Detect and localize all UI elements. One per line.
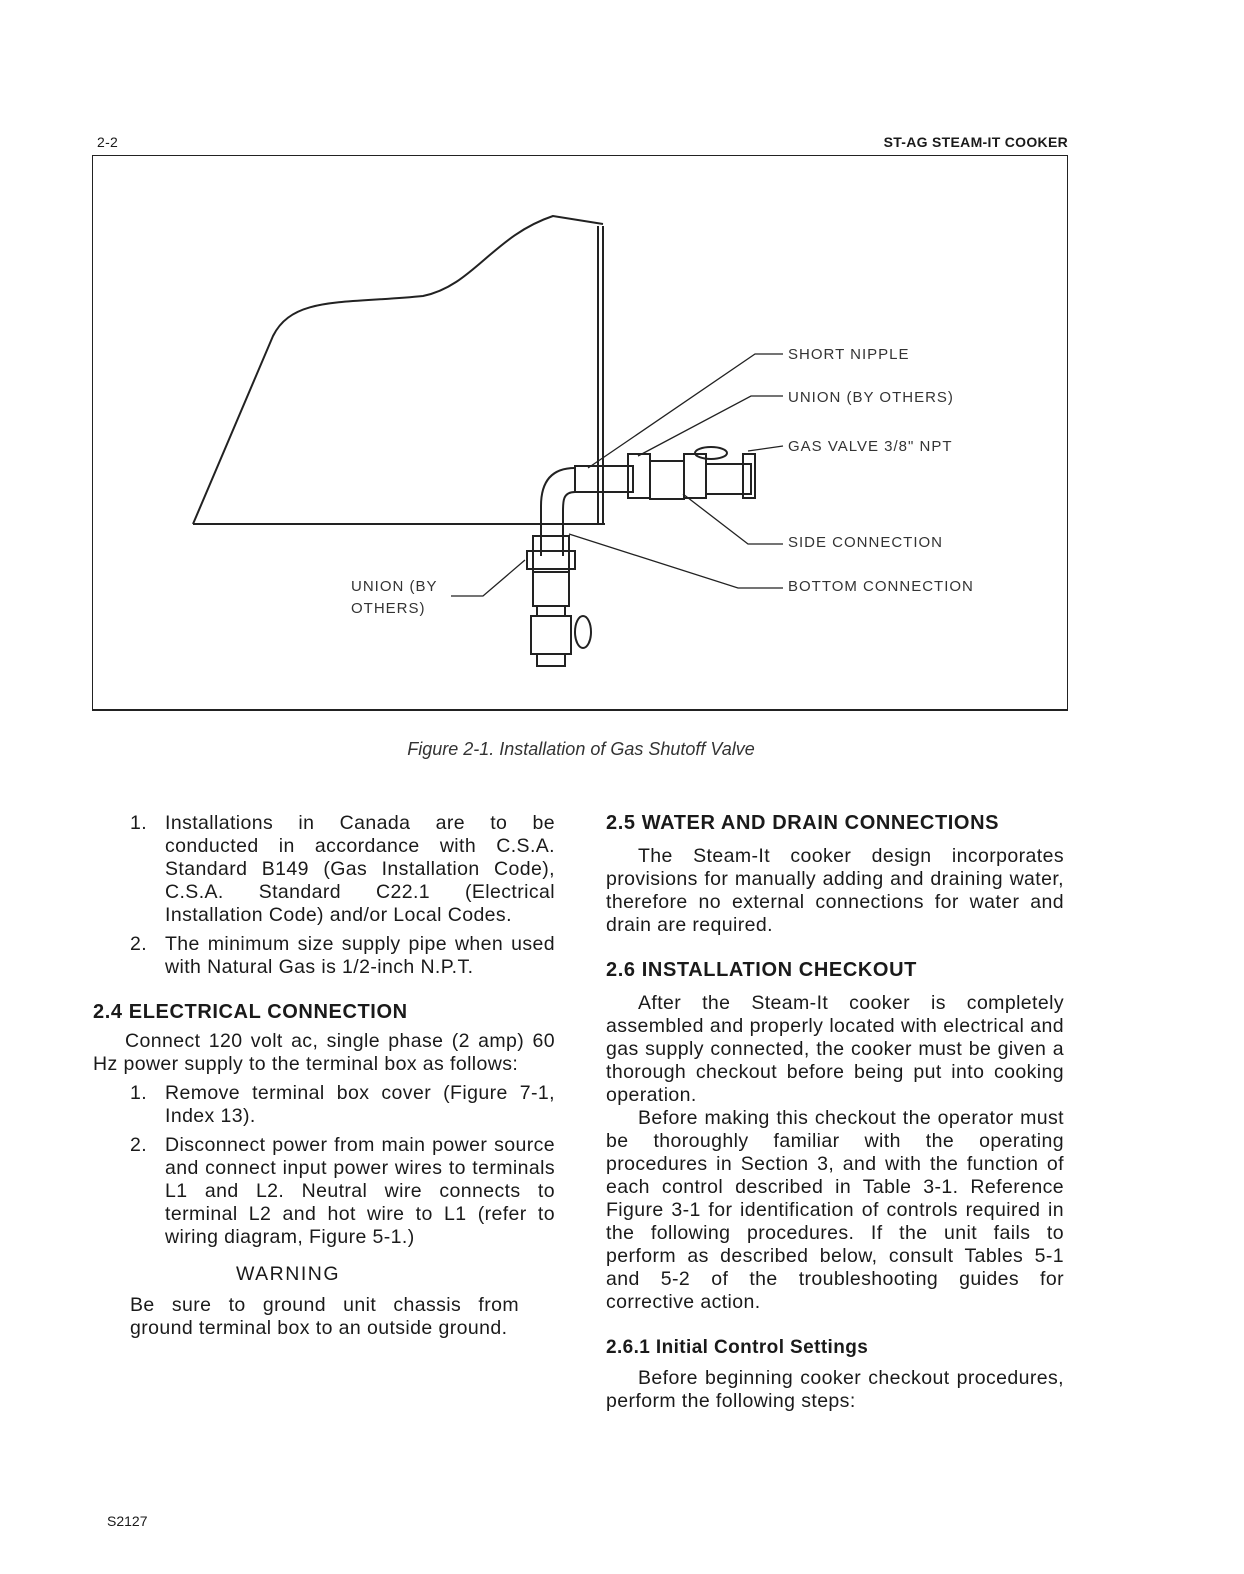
list-text: The minimum size supply pipe when used with Natural Gas is 1/2-inch N.P.T. (165, 933, 555, 978)
footer-code: S2127 (107, 1513, 148, 1529)
list-text: Remove terminal box cover (Figure 7-1, Index 13). (165, 1082, 555, 1127)
callout-union-left-line2: OTHERS) (351, 600, 426, 617)
page-number: 2-2 (97, 134, 119, 150)
bottom-valve-handle (575, 616, 591, 648)
callout-union-left-line1: UNION (BY (351, 578, 438, 595)
callout-side-connection: SIDE CONNECTION (788, 534, 944, 551)
initial-settings-body: Before beginning cooker checkout procedures, perform the following steps: (606, 1367, 1064, 1412)
electrical-steps (93, 1082, 555, 1249)
right-column (606, 812, 1064, 1413)
checkout-para-1: After the Steam-It cooker is completely assembled and properly located with electrical and gas supply connected, the cooker must be given a thorough checkout before being put into cooking operation. (606, 992, 1064, 1106)
figure-caption: Figure 2-1. Installation of Gas Shutoff Valve (407, 739, 755, 759)
warning-title: WARNING (235, 1263, 341, 1285)
canada-list (93, 812, 555, 979)
cooker-outline (193, 216, 603, 524)
gas-valve-body (706, 464, 751, 494)
heading-2-4: 2.4 ELECTRICAL CONNECTION (93, 1001, 408, 1023)
gas-valve-diagram (93, 156, 1067, 709)
callout-bottom-connection: BOTTOM CONNECTION (788, 578, 974, 595)
cooker-side-wall (598, 226, 603, 524)
checkout-para-2: Before making this checkout the operator must be thoroughly familiar with the operating procedures in Section 3, and with the function of each control described in Table 3-1. Reference Figure 3-1 for identification of controls required in the following procedures. If the unit fails to perform as described below, consult Tables 5-1 and 5-2 of the troubleshooting guides for corrective action. (606, 1107, 1064, 1313)
warning-body: Be sure to ground unit chassis from ground terminal box to an outside ground. (130, 1294, 519, 1339)
list-item (93, 812, 555, 927)
water-drain-body: The Steam-It cooker design incorporates provisions for manually adding and draining water, therefore no external connections for water and drain are required. (606, 845, 1064, 936)
heading-2-6: 2.6 INSTALLATION CHECKOUT (606, 959, 917, 981)
callout-short-nipple: SHORT NIPPLE (788, 346, 910, 363)
list-text: Disconnect power from main power source and connect input power wires to terminals L1 and L2. Neutral wire connects to terminal L2 and hot wire to L1 (refer to wiring diagram, Figure 5-1.) (165, 1134, 555, 1248)
list-number: 1. (130, 1082, 148, 1104)
list-number: 1. (130, 812, 148, 834)
leader-bottom-connection (569, 534, 783, 588)
bottom-valve-body (531, 616, 571, 654)
leader-side-connection (683, 494, 783, 544)
list-item (93, 1082, 555, 1128)
list-item (93, 1134, 555, 1249)
list-number: 2. (130, 1134, 148, 1156)
list-number: 2. (130, 933, 148, 955)
leader-union-left (451, 560, 525, 596)
list-item (93, 933, 555, 979)
leader-gas-valve (748, 446, 783, 451)
electrical-intro: Connect 120 volt ac, single phase (2 amp) 60 Hz power supply to the terminal box as follows: (93, 1030, 555, 1075)
left-column (93, 812, 555, 1340)
figure-2-1 (92, 156, 1068, 711)
heading-2-5: 2.5 WATER AND DRAIN CONNECTIONS (606, 812, 1000, 834)
document-title: ST-AG STEAM-IT COOKER (883, 134, 1068, 150)
heading-2-6-1: 2.6.1 Initial Control Settings (606, 1337, 869, 1358)
callout-union-top: UNION (BY OTHERS) (788, 389, 954, 406)
list-text: Installations in Canada are to be conducted in accordance with C.S.A. Standard B149 (Gas Installation Code), C.S.A. Standard C22.1 (Electrical Installation Code) and/or Local Codes. (165, 812, 555, 926)
leader-short-nipple (588, 354, 783, 468)
callout-gas-valve: GAS VALVE 3/8" NPT (788, 438, 953, 455)
